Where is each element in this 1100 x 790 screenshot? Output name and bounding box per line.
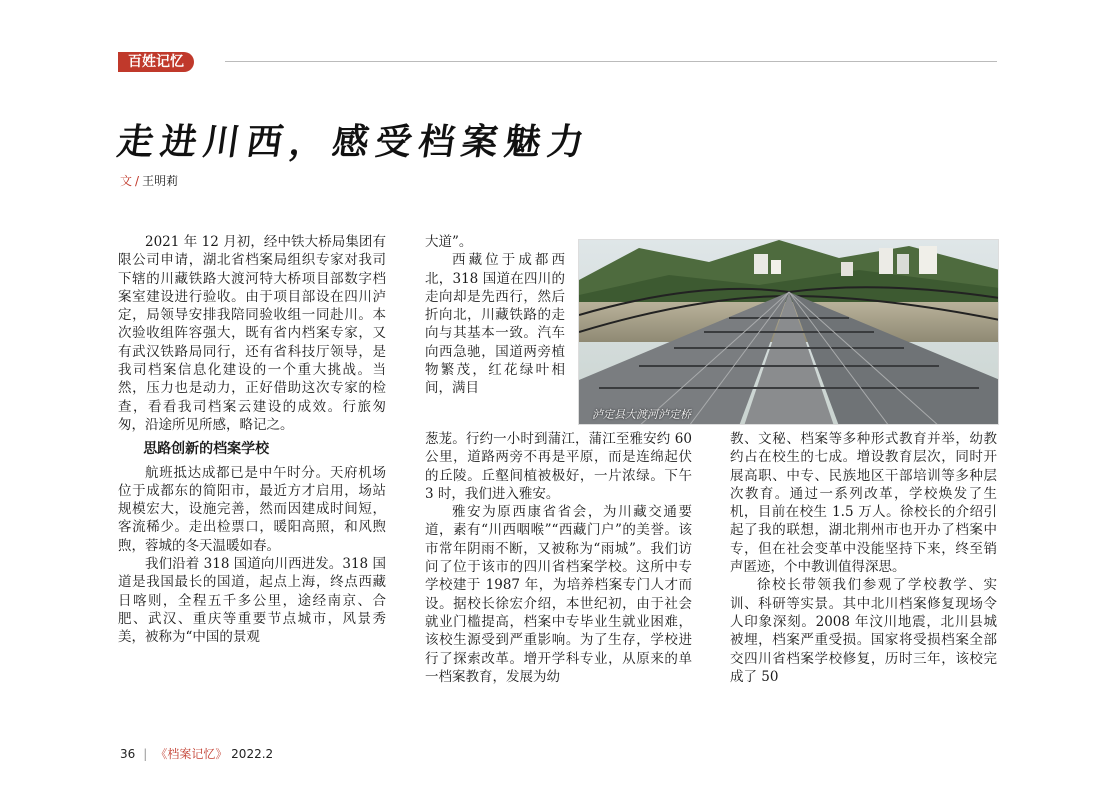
footer-separator: | — [143, 747, 148, 761]
paragraph: 雅安为原西康省省会，为川藏交通要道，素有“川西咽喉”“西藏门户”的美誉。该市常年阴雨不断，又被称为“雨城”。我们访问了位于该市的四川省档案学校。这所中专学校建于 1987 年，为培养档案专门人才而设。据校长徐宏介绍，本世纪初，由于社会就业门槛提高，档案中专毕业生就业困难，该校生源受到严重影响。为了生存，学校进行了探索改革。增开学科专业，从原来的单一档案教育，发展为幼 — [425, 504, 692, 685]
paragraph: 西藏位于成都西北，318 国道在四川的走向却是先西行，然后折向北，川藏铁路的走向与其基本一致。汽车向西急驰，国道两旁植物繁茂，红花绿叶相间，满目 — [425, 252, 565, 397]
subheading: 思路创新的档案学校 — [143, 441, 270, 458]
byline-separator: / — [135, 174, 140, 188]
magazine-name: 《档案记忆》 — [155, 747, 228, 761]
issue-number: 2022.2 — [231, 747, 274, 761]
paragraph: 2021 年 12 月初，经中铁大桥局集团有限公司申请，湖北省档案局组织专家对我司下辖的川藏铁路大渡河特大桥项目部数字档案室建设进行验收。由于项目部设在四川泸定，局领导安排我陪同验收组一同赴川。本次验收组阵容强大，既有省内档案专家，又有武汉铁路局同行，还有省科技厅领导，是我司档案信息化建设的一个重大挑战。当然，压力也是动力，正好借助这次专家的检查，看看我司档案云建设的成效。行旅匆匆，沿途所见所感，略记之。 — [118, 234, 386, 433]
paragraph-continuation: 葱茏。行约一小时到蒲江，蒲江至雅安约 60 公里，道路两旁不再是平原，而是连绵起伏的丘陵。丘壑间植被极好，一片浓绿。下午 3 时，我们进入雅安。 — [425, 431, 692, 502]
bridge-photo-illustration — [579, 240, 999, 425]
paragraph-continuation: 教、文秘、档案等多种形式教育并举，幼教约占在校生的七成。增设教育层次，同时开展高职、中专、民族地区干部培训等多种层次教育。通过一系列改革，学校焕发了生机，目前在校生 1.5 万人。徐校长的介绍引起了我的联想，湖北荆州市也开办了档案中专，但在社会变革中没能坚持下来，终至销声匿迹，个中教训值得深思。 — [730, 431, 997, 576]
header-rule — [225, 61, 997, 62]
column-3 — [730, 430, 997, 686]
column-1 — [118, 233, 386, 647]
paragraph: 航班抵达成都已是中午时分。天府机场位于成都东的简阳市，最近方才启用，场站规模宏大，设施完善，然而因建成时间短，客流稀少。走出检票口，暖阳高照，和风煦煦，蓉城的冬天温暖如春。 — [118, 464, 386, 554]
page-number: 36 — [120, 747, 136, 761]
photo-caption: 泸定县大渡河泸定桥 — [592, 408, 691, 421]
page-footer — [120, 745, 273, 762]
column-2-bottom — [425, 430, 692, 686]
paragraph: 徐校长带领我们参观了学校教学、实训、科研等实景。其中北川档案修复现场令人印象深刻。2008 年汶川地震，北川县城被埋，档案严重受损。国家将受损档案全部交四川省档案学校修复，历时三年，该校完成了 50 — [730, 577, 997, 685]
author-name: 王明莉 — [142, 174, 179, 188]
section-tag: 百姓记忆 — [118, 52, 194, 72]
byline — [120, 172, 178, 189]
article-title: 走进川西，感受档案魅力 — [114, 122, 594, 163]
byline-prefix: 文 — [120, 174, 133, 188]
paragraph: 我们沿着 318 国道向川西进发。318 国道是我国最长的国道，起点上海，终点西藏日喀则，全程五千多公里，途经南京、合肥、武汉、重庆等重要节点城市，风景秀美，被称为“中国的景观 — [118, 556, 386, 646]
bridge-photo — [578, 239, 999, 425]
paragraph-continuation: 大道”。 — [425, 234, 473, 250]
column-2-top — [425, 233, 565, 398]
